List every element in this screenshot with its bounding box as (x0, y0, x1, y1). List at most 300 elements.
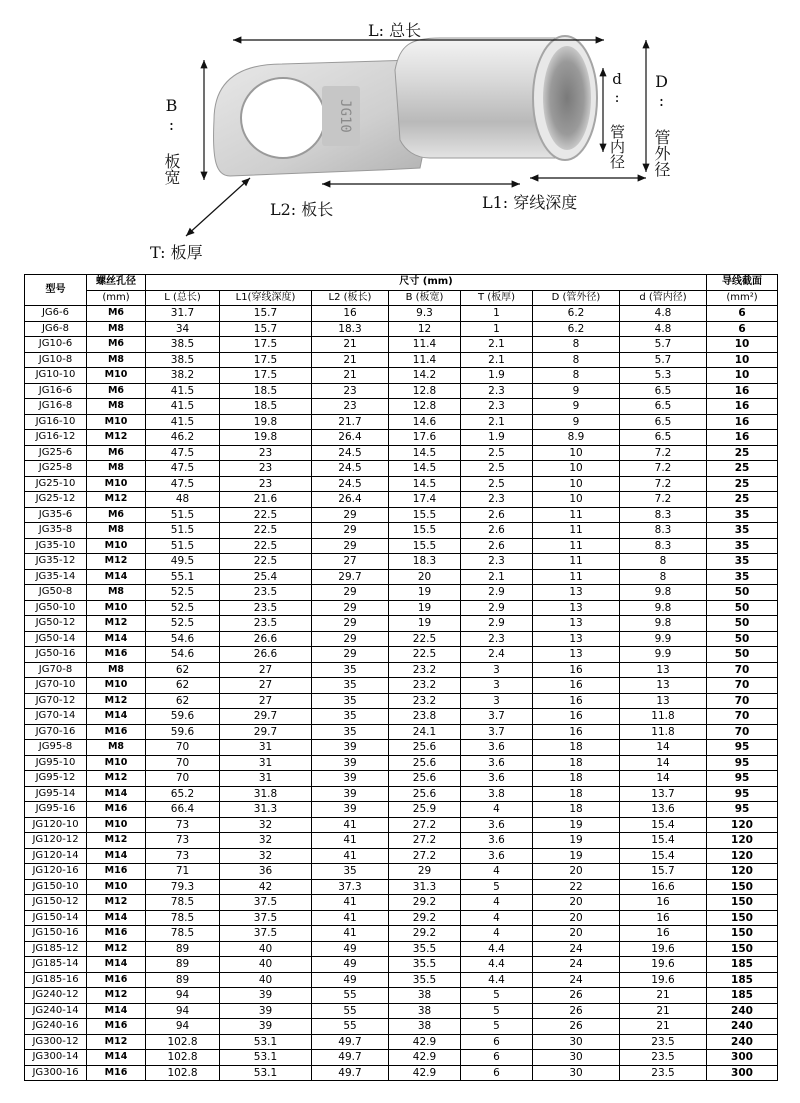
cell-d: 7.2 (620, 476, 707, 492)
cell-L1: 31 (220, 740, 312, 756)
cell-B: 42.9 (389, 1065, 461, 1081)
cell-area: 25 (707, 445, 778, 461)
cell-T: 2.3 (461, 492, 533, 508)
cell-L2: 23 (312, 399, 389, 415)
cell-model: JG50-10 (25, 600, 87, 616)
cell-T: 2.1 (461, 569, 533, 585)
cell-B: 29.2 (389, 926, 461, 942)
cell-area: 25 (707, 476, 778, 492)
cell-D: 30 (533, 1050, 620, 1066)
cell-T: 4.4 (461, 941, 533, 957)
cell-model: JG300-16 (25, 1065, 87, 1081)
label-T: T: 板厚 (150, 243, 203, 262)
cell-B: 14.5 (389, 476, 461, 492)
cell-L1: 29.7 (220, 724, 312, 740)
table-row (25, 461, 778, 477)
table-row (25, 647, 778, 663)
cell-d: 23.5 (620, 1065, 707, 1081)
cell-L1: 23.5 (220, 600, 312, 616)
cell-L1: 26.6 (220, 631, 312, 647)
cell-area: 16 (707, 414, 778, 430)
cell-L2: 37.3 (312, 879, 389, 895)
cell-L: 41.5 (146, 399, 220, 415)
cell-area: 185 (707, 988, 778, 1004)
cell-T: 1 (461, 321, 533, 337)
cell-screw: M16 (87, 972, 146, 988)
cell-T: 3.7 (461, 724, 533, 740)
cell-L1: 18.5 (220, 399, 312, 415)
cell-screw: M8 (87, 461, 146, 477)
cell-D: 24 (533, 957, 620, 973)
cell-B: 12 (389, 321, 461, 337)
cell-L1: 23 (220, 476, 312, 492)
cell-L: 78.5 (146, 910, 220, 926)
table-row (25, 1050, 778, 1066)
cell-D: 11 (533, 507, 620, 523)
cell-L: 78.5 (146, 895, 220, 911)
cell-L2: 21.7 (312, 414, 389, 430)
cell-D: 30 (533, 1034, 620, 1050)
cell-area: 50 (707, 631, 778, 647)
cell-screw: M14 (87, 1003, 146, 1019)
cell-D: 20 (533, 895, 620, 911)
cell-D: 11 (533, 538, 620, 554)
cell-L2: 35 (312, 864, 389, 880)
table-row (25, 848, 778, 864)
cell-T: 4 (461, 802, 533, 818)
cell-L2: 26.4 (312, 430, 389, 446)
cell-L2: 29 (312, 507, 389, 523)
cell-area: 150 (707, 910, 778, 926)
cell-d: 5.7 (620, 352, 707, 368)
label-L2: L2: 板长 (270, 200, 334, 219)
cell-d: 16 (620, 926, 707, 942)
cell-area: 35 (707, 507, 778, 523)
cell-d: 7.2 (620, 492, 707, 508)
cell-L2: 21 (312, 368, 389, 384)
cell-L: 73 (146, 833, 220, 849)
cell-T: 2.6 (461, 523, 533, 539)
cell-model: JG35-12 (25, 554, 87, 570)
cell-L: 46.2 (146, 430, 220, 446)
cell-area: 50 (707, 647, 778, 663)
cell-B: 27.2 (389, 833, 461, 849)
cell-d: 13 (620, 662, 707, 678)
table-row (25, 399, 778, 415)
cell-L: 51.5 (146, 507, 220, 523)
cell-L2: 35 (312, 709, 389, 725)
cell-L2: 39 (312, 786, 389, 802)
cell-B: 25.6 (389, 771, 461, 787)
table-row (25, 368, 778, 384)
cell-screw: M8 (87, 352, 146, 368)
table-row (25, 1019, 778, 1035)
cell-B: 29.2 (389, 910, 461, 926)
cell-L2: 55 (312, 1019, 389, 1035)
header-area: 导线截面 (707, 275, 778, 291)
cell-T: 2.3 (461, 554, 533, 570)
cell-L: 102.8 (146, 1050, 220, 1066)
cell-area: 150 (707, 895, 778, 911)
cell-screw: M14 (87, 1050, 146, 1066)
cell-L1: 53.1 (220, 1065, 312, 1081)
cell-d: 5.7 (620, 337, 707, 353)
cell-model: JG300-14 (25, 1050, 87, 1066)
cell-d: 8.3 (620, 538, 707, 554)
cell-d: 11.8 (620, 709, 707, 725)
table-row (25, 833, 778, 849)
cell-screw: M16 (87, 864, 146, 880)
cell-screw: M12 (87, 988, 146, 1004)
cell-D: 22 (533, 879, 620, 895)
cell-d: 4.8 (620, 306, 707, 322)
cell-model: JG240-14 (25, 1003, 87, 1019)
cell-L: 41.5 (146, 414, 220, 430)
cell-L: 38.2 (146, 368, 220, 384)
cell-area: 70 (707, 693, 778, 709)
cell-T: 2.6 (461, 507, 533, 523)
cell-L1: 17.5 (220, 352, 312, 368)
cell-D: 9 (533, 399, 620, 415)
cell-model: JG95-12 (25, 771, 87, 787)
cell-screw: M8 (87, 321, 146, 337)
cell-L2: 41 (312, 895, 389, 911)
cell-L: 70 (146, 771, 220, 787)
table-row (25, 817, 778, 833)
cell-area: 6 (707, 306, 778, 322)
cell-D: 16 (533, 678, 620, 694)
cell-screw: M10 (87, 538, 146, 554)
cell-L1: 18.5 (220, 383, 312, 399)
cell-T: 1 (461, 306, 533, 322)
cell-model: JG120-10 (25, 817, 87, 833)
cell-T: 3.6 (461, 817, 533, 833)
cell-L2: 39 (312, 802, 389, 818)
table-row (25, 879, 778, 895)
cell-T: 2.1 (461, 337, 533, 353)
cell-L: 51.5 (146, 538, 220, 554)
cell-D: 10 (533, 445, 620, 461)
cell-D: 8.9 (533, 430, 620, 446)
cell-area: 300 (707, 1065, 778, 1081)
table-row (25, 414, 778, 430)
cell-screw: M16 (87, 926, 146, 942)
cell-L2: 41 (312, 848, 389, 864)
cell-T: 6 (461, 1065, 533, 1081)
cell-model: JG35-6 (25, 507, 87, 523)
cell-d: 21 (620, 988, 707, 1004)
cell-B: 42.9 (389, 1050, 461, 1066)
cell-screw: M14 (87, 910, 146, 926)
cell-D: 26 (533, 1019, 620, 1035)
label-L1: L1: 穿线深度 (482, 193, 578, 212)
cell-L: 73 (146, 848, 220, 864)
cell-model: JG300-12 (25, 1034, 87, 1050)
cell-model: JG25-10 (25, 476, 87, 492)
cell-B: 15.5 (389, 523, 461, 539)
table-row (25, 693, 778, 709)
cell-B: 19 (389, 616, 461, 632)
lug-stamp: JG10 (337, 99, 353, 133)
cell-model: JG240-16 (25, 1019, 87, 1035)
cell-d: 23.5 (620, 1050, 707, 1066)
cell-L2: 49 (312, 957, 389, 973)
table-row (25, 895, 778, 911)
cell-D: 20 (533, 910, 620, 926)
table-row (25, 1003, 778, 1019)
cell-L2: 49.7 (312, 1065, 389, 1081)
cell-L2: 39 (312, 771, 389, 787)
cell-area: 70 (707, 678, 778, 694)
cell-model: JG6-8 (25, 321, 87, 337)
cell-D: 11 (533, 523, 620, 539)
cell-D: 18 (533, 802, 620, 818)
cell-B: 22.5 (389, 647, 461, 663)
cell-area: 25 (707, 461, 778, 477)
table-body (25, 306, 778, 1081)
cell-T: 4 (461, 926, 533, 942)
header-model: 型号 (25, 275, 87, 306)
cell-D: 20 (533, 926, 620, 942)
cell-L1: 15.7 (220, 321, 312, 337)
cell-area: 25 (707, 492, 778, 508)
cell-L2: 24.5 (312, 476, 389, 492)
cell-d: 15.4 (620, 848, 707, 864)
cell-D: 8 (533, 368, 620, 384)
cell-D: 9 (533, 383, 620, 399)
cell-L: 65.2 (146, 786, 220, 802)
table-row (25, 786, 778, 802)
cell-B: 27.2 (389, 817, 461, 833)
cell-L1: 39 (220, 1003, 312, 1019)
cell-B: 29.2 (389, 895, 461, 911)
cell-d: 6.5 (620, 414, 707, 430)
cell-B: 42.9 (389, 1034, 461, 1050)
cell-T: 2.9 (461, 600, 533, 616)
cell-L: 79.3 (146, 879, 220, 895)
cell-model: JG120-14 (25, 848, 87, 864)
cell-L: 73 (146, 817, 220, 833)
cell-L: 52.5 (146, 600, 220, 616)
cell-B: 38 (389, 1003, 461, 1019)
cell-L1: 31 (220, 755, 312, 771)
table-row (25, 476, 778, 492)
cell-d: 15.4 (620, 833, 707, 849)
cell-B: 23.2 (389, 678, 461, 694)
table-row (25, 430, 778, 446)
table-row (25, 740, 778, 756)
cell-screw: M14 (87, 848, 146, 864)
cell-model: JG10-8 (25, 352, 87, 368)
header-col-B: B (板宽) (389, 290, 461, 306)
cell-T: 2.6 (461, 538, 533, 554)
cell-L2: 39 (312, 755, 389, 771)
cell-L: 34 (146, 321, 220, 337)
table-row (25, 445, 778, 461)
cell-L2: 41 (312, 817, 389, 833)
cell-model: JG120-12 (25, 833, 87, 849)
cell-area: 50 (707, 616, 778, 632)
cell-B: 17.4 (389, 492, 461, 508)
cell-D: 11 (533, 554, 620, 570)
cell-L1: 23 (220, 461, 312, 477)
cell-L2: 27 (312, 554, 389, 570)
cell-B: 23.2 (389, 662, 461, 678)
cell-model: JG150-10 (25, 879, 87, 895)
cell-screw: M14 (87, 709, 146, 725)
cell-area: 35 (707, 538, 778, 554)
cell-L: 71 (146, 864, 220, 880)
label-d: d: 管内径 (608, 70, 626, 169)
cell-L: 62 (146, 662, 220, 678)
cell-L: 94 (146, 988, 220, 1004)
cell-B: 25.9 (389, 802, 461, 818)
cell-model: JG70-14 (25, 709, 87, 725)
cell-model: JG95-10 (25, 755, 87, 771)
cell-L1: 37.5 (220, 926, 312, 942)
cell-screw: M16 (87, 1019, 146, 1035)
cell-model: JG70-12 (25, 693, 87, 709)
cell-L1: 31.3 (220, 802, 312, 818)
cell-d: 21 (620, 1019, 707, 1035)
cell-L1: 42 (220, 879, 312, 895)
cell-screw: M12 (87, 554, 146, 570)
cell-L2: 29 (312, 616, 389, 632)
cell-screw: M12 (87, 430, 146, 446)
cell-area: 10 (707, 368, 778, 384)
cell-L1: 25.4 (220, 569, 312, 585)
cell-B: 19 (389, 600, 461, 616)
cell-D: 18 (533, 771, 620, 787)
label-D: D: 管外径 (652, 72, 671, 177)
cell-B: 24.1 (389, 724, 461, 740)
cell-L1: 40 (220, 957, 312, 973)
cell-model: JG150-14 (25, 910, 87, 926)
cell-d: 13.6 (620, 802, 707, 818)
cell-d: 15.7 (620, 864, 707, 880)
header-col-d: d (管内径) (620, 290, 707, 306)
table-row (25, 1034, 778, 1050)
cell-T: 3.8 (461, 786, 533, 802)
cell-d: 13 (620, 693, 707, 709)
cell-L1: 29.7 (220, 709, 312, 725)
header-col-D: D (管外径) (533, 290, 620, 306)
cell-L2: 49.7 (312, 1050, 389, 1066)
cell-d: 13.7 (620, 786, 707, 802)
cell-area: 95 (707, 755, 778, 771)
cell-D: 9 (533, 414, 620, 430)
cell-d: 8 (620, 554, 707, 570)
cell-model: JG70-10 (25, 678, 87, 694)
cell-B: 25.6 (389, 786, 461, 802)
cell-B: 22.5 (389, 631, 461, 647)
cell-screw: M6 (87, 306, 146, 322)
cell-d: 23.5 (620, 1034, 707, 1050)
table-row (25, 492, 778, 508)
cell-T: 3.6 (461, 740, 533, 756)
cell-L1: 32 (220, 833, 312, 849)
cell-L: 102.8 (146, 1034, 220, 1050)
cell-T: 2.5 (461, 476, 533, 492)
cell-L2: 29 (312, 538, 389, 554)
cell-T: 2.4 (461, 647, 533, 663)
cell-D: 18 (533, 740, 620, 756)
cell-B: 11.4 (389, 337, 461, 353)
cell-d: 4.8 (620, 321, 707, 337)
cell-T: 2.3 (461, 383, 533, 399)
table-row (25, 678, 778, 694)
cell-L: 89 (146, 957, 220, 973)
table-row (25, 554, 778, 570)
cell-model: JG35-10 (25, 538, 87, 554)
table-row (25, 941, 778, 957)
cell-L2: 35 (312, 724, 389, 740)
cell-L2: 21 (312, 337, 389, 353)
cell-area: 95 (707, 740, 778, 756)
cell-T: 3.6 (461, 771, 533, 787)
cell-area: 16 (707, 399, 778, 415)
cell-model: JG150-12 (25, 895, 87, 911)
cell-T: 2.3 (461, 631, 533, 647)
cell-B: 38 (389, 988, 461, 1004)
cell-model: JG6-6 (25, 306, 87, 322)
cell-model: JG16-12 (25, 430, 87, 446)
cell-L2: 35 (312, 662, 389, 678)
cell-L: 54.6 (146, 647, 220, 663)
cell-T: 5 (461, 879, 533, 895)
cell-L2: 18.3 (312, 321, 389, 337)
lug-bolt-hole (241, 78, 325, 158)
cell-area: 240 (707, 1019, 778, 1035)
table-row (25, 755, 778, 771)
cell-L1: 22.5 (220, 554, 312, 570)
cell-screw: M10 (87, 476, 146, 492)
cell-screw: M10 (87, 600, 146, 616)
cell-d: 21 (620, 1003, 707, 1019)
cell-L: 52.5 (146, 585, 220, 601)
cell-area: 35 (707, 569, 778, 585)
cell-D: 8 (533, 337, 620, 353)
cell-L1: 27 (220, 662, 312, 678)
cell-D: 19 (533, 833, 620, 849)
cell-area: 120 (707, 864, 778, 880)
cell-T: 2.3 (461, 399, 533, 415)
cell-screw: M12 (87, 771, 146, 787)
cell-D: 19 (533, 817, 620, 833)
table-row (25, 352, 778, 368)
cell-area: 35 (707, 554, 778, 570)
cell-T: 4 (461, 895, 533, 911)
cell-area: 10 (707, 352, 778, 368)
cell-T: 3 (461, 678, 533, 694)
table-row (25, 585, 778, 601)
cell-L2: 24.5 (312, 461, 389, 477)
cell-model: JG50-12 (25, 616, 87, 632)
cell-L1: 32 (220, 817, 312, 833)
cell-d: 16 (620, 895, 707, 911)
cell-L1: 23.5 (220, 585, 312, 601)
cell-L: 41.5 (146, 383, 220, 399)
cell-L: 59.6 (146, 724, 220, 740)
cell-screw: M10 (87, 414, 146, 430)
cell-area: 6 (707, 321, 778, 337)
cell-T: 3 (461, 693, 533, 709)
cell-T: 3.7 (461, 709, 533, 725)
table-row (25, 864, 778, 880)
cell-B: 9.3 (389, 306, 461, 322)
table-row (25, 507, 778, 523)
cell-screw: M14 (87, 569, 146, 585)
